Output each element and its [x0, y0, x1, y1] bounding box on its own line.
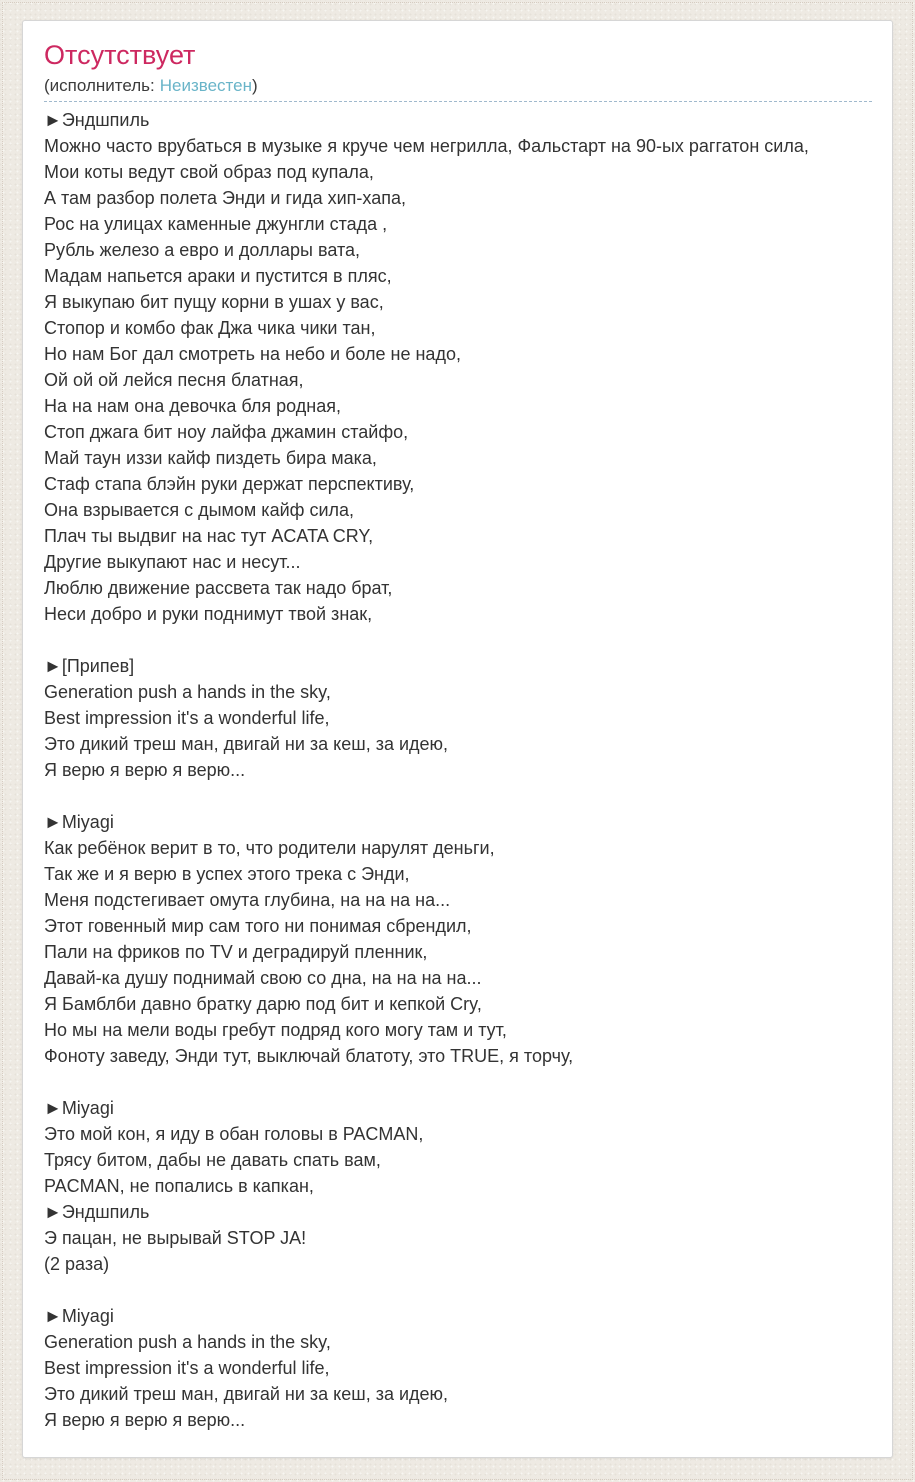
lyric-line: Я выкупаю бит пущу корни в ушах у вас,: [44, 292, 384, 312]
lyric-line: ►Miyagi: [44, 1098, 114, 1118]
lyric-line: Другие выкупают нас и несут...: [44, 552, 301, 572]
lyric-line: Это дикий треш ман, двигай ни за кеш, за идею,: [44, 1384, 449, 1404]
lyric-line: Но мы на мели воды гребут подряд кого могу там и тут,: [44, 1020, 507, 1040]
lyric-line: Неси добро и руки поднимут твой знак,: [44, 604, 373, 624]
lyric-line: Я верю я верю я верю...: [44, 1410, 246, 1430]
lyric-line: Как ребёнок верит в то, что родители нарулят деньги,: [44, 838, 495, 858]
lyric-line: Можно часто врубаться в музыке я круче чем негрилла, Фальстарт на 90-ых раггатон сила,: [44, 136, 809, 156]
lyric-line: Но нам Бог дал смотреть на небо и боле не надо,: [44, 344, 461, 364]
lyric-line: [44, 1069, 872, 1095]
lyric-line: Best impression it's a wonderful life,: [44, 708, 330, 728]
lyric-line: Люблю движение рассвета так надо брат,: [44, 578, 393, 598]
lyric-line: ►Miyagi: [44, 812, 114, 832]
lyrics-text: [44, 107, 872, 1433]
lyric-line: Давай-ка душу поднимай свою со дна, на на на на...: [44, 968, 482, 988]
artist-suffix: ): [252, 76, 258, 95]
lyric-line: ►Эндшпиль: [44, 1202, 150, 1222]
lyric-line: Трясу битом, дабы не давать спать вам,: [44, 1150, 381, 1170]
lyric-line: ►Miyagi: [44, 1306, 114, 1326]
song-title: Отсутствует: [44, 40, 196, 70]
lyric-line: [44, 627, 872, 653]
lyric-line: Стопор и комбо фак Джа чика чики тан,: [44, 318, 376, 338]
lyric-line: Май таун иззи кайф пиздеть бира мака,: [44, 448, 377, 468]
lyric-line: Пали на фриков по TV и деградируй пленник,: [44, 942, 428, 962]
lyric-line: Мадам напьется араки и пустится в пляс,: [44, 266, 392, 286]
lyric-line: Рубль железо а евро и доллары вата,: [44, 240, 361, 260]
lyric-line: Плач ты выдвиг на нас тут ACATA CRY,: [44, 526, 374, 546]
lyric-line: Generation push a hands in the sky,: [44, 1332, 331, 1352]
lyric-line: Ой ой ой лейся песня блатная,: [44, 370, 304, 390]
lyrics-card: [22, 20, 893, 1458]
artist-line: [44, 74, 872, 102]
lyric-line: Этот говенный мир сам того ни понимая сбрендил,: [44, 916, 472, 936]
lyric-line: Так же и я верю в успех этого трека с Энди,: [44, 864, 410, 884]
lyric-line: Generation push a hands in the sky,: [44, 682, 331, 702]
lyric-line: (2 раза): [44, 1254, 110, 1274]
lyric-line: Стаф стапа блэйн руки держат перспективу,: [44, 474, 415, 494]
lyric-line: ►[Припев]: [44, 656, 135, 676]
lyric-line: Best impression it's a wonderful life,: [44, 1358, 330, 1378]
lyric-line: А там разбор полета Энди и гида хип-хапа,: [44, 188, 406, 208]
lyric-line: Меня подстегивает омута глубина, на на на на...: [44, 890, 451, 910]
lyric-line: [44, 783, 872, 809]
lyric-line: Стоп джага бит ноу лайфа джамин стайфо,: [44, 422, 409, 442]
lyric-line: Она взрывается с дымом кайф сила,: [44, 500, 355, 520]
lyric-line: Это мой кон, я иду в обан головы в PACMAN,: [44, 1124, 424, 1144]
lyric-line: PACMAN, не попались в капкан,: [44, 1176, 314, 1196]
lyric-line: Фоноту заведу, Энди тут, выключай блатоту, это TRUE, я торчу,: [44, 1046, 574, 1066]
lyric-line: Э пацан, не вырывай STOP JA!: [44, 1228, 307, 1248]
lyric-line: ►Эндшпиль: [44, 110, 150, 130]
artist-link[interactable]: Неизвестен: [159, 76, 252, 95]
lyric-line: Мои коты ведут свой образ под купала,: [44, 162, 374, 182]
lyric-line: На на нам она девочка бля родная,: [44, 396, 341, 416]
lyric-line: Рос на улицах каменные джунгли стада ,: [44, 214, 388, 234]
lyric-line: Я Бамблби давно братку дарю под бит и кепкой Cry,: [44, 994, 482, 1014]
lyric-line: Это дикий треш ман, двигай ни за кеш, за идею,: [44, 734, 449, 754]
lyric-line: [44, 1277, 872, 1303]
artist-label: (исполнитель:: [44, 76, 155, 95]
lyric-line: Я верю я верю я верю...: [44, 760, 246, 780]
